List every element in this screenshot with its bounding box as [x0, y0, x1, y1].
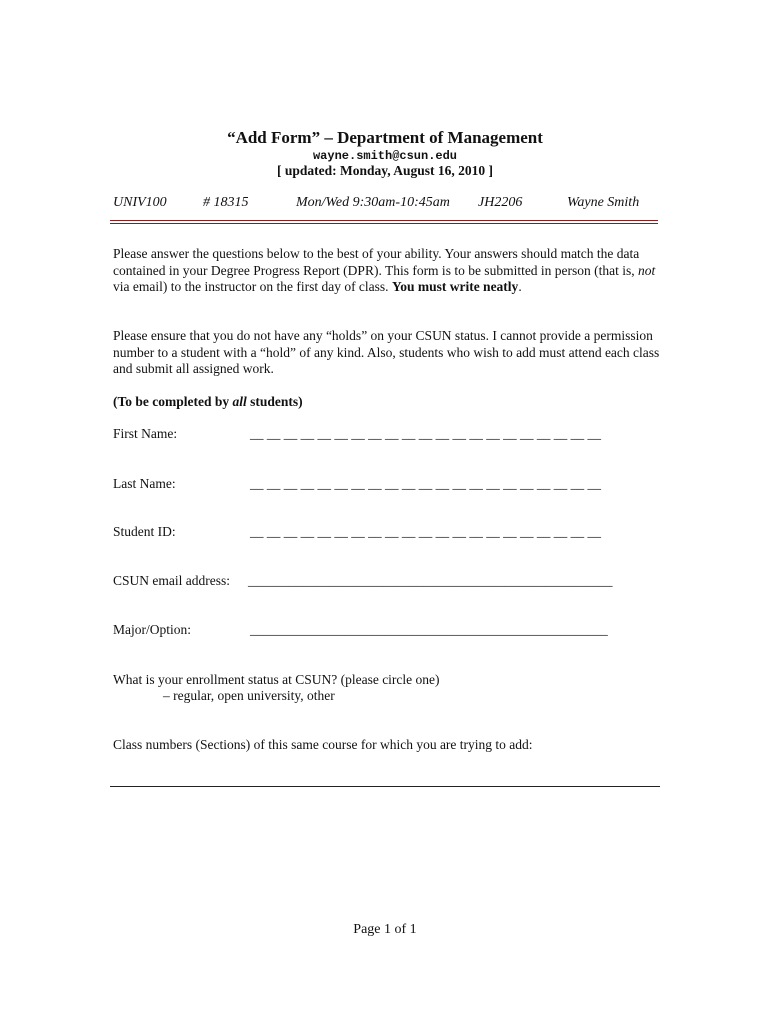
student-id-field[interactable]: __ __ __ __ __ __ __ __ __ __ __ __ __ __ __ __ __ __ __ __ __ [250, 524, 601, 539]
course-schedule: Mon/Wed 9:30am-10:45am [296, 195, 450, 210]
header-divider [110, 220, 658, 221]
intro-emphasis: not [638, 262, 656, 278]
email-label: CSUN email address: [113, 573, 230, 588]
course-number: # 18315 [203, 195, 249, 210]
intro-text-continued: via email) to the instructor on the first day of class. [113, 279, 392, 294]
sections-answer-line[interactable] [110, 786, 660, 787]
email-field[interactable]: ______________________________________________________ [248, 573, 613, 588]
intro-period: . [518, 279, 522, 294]
section-heading [113, 394, 673, 411]
sections-question: Class numbers (Sections) of this same course for which you are trying to add: [113, 737, 533, 752]
form-title: “Add Form” – Department of Management [227, 128, 543, 147]
page-number: Page 1 of 1 [353, 922, 417, 937]
section-heading-emphasis: all [232, 394, 247, 409]
last-name-label: Last Name: [113, 476, 176, 491]
last-name-field[interactable]: __ __ __ __ __ __ __ __ __ __ __ __ __ __ __ __ __ __ __ __ __ [250, 476, 601, 491]
enrollment-question: What is your enrollment status at CSUN? (please circle one) [113, 672, 440, 687]
course-room: JH2206 [478, 195, 523, 210]
intro-paragraph [113, 246, 673, 296]
student-id-label: Student ID: [113, 524, 176, 539]
holds-paragraph: Please ensure that you do not have any “holds” on your CSUN status. I cannot provide a permission number to a student with a “hold” of any kind. Also, students who wish to add must attend each class and submit all assigned work. [113, 328, 660, 376]
first-name-label: First Name: [113, 426, 178, 441]
section-heading-post: students) [246, 394, 303, 409]
course-code: UNIV100 [113, 195, 167, 210]
major-label: Major/Option: [113, 622, 191, 637]
course-instructor: Wayne Smith [567, 195, 640, 210]
enrollment-options[interactable]: – regular, open university, other [163, 688, 335, 703]
instructor-email: wayne.smith@csun.edu [312, 149, 458, 163]
header-divider-second [110, 223, 658, 224]
intro-text: Please answer the questions below to the best of your ability. Your answers should match the data contained in your Degree Progress Report (DPR). This form is to be submitted in person (that is, [113, 246, 640, 278]
major-field[interactable]: _____________________________________________________ [250, 622, 608, 637]
section-heading-pre: (To be completed by [113, 394, 233, 409]
first-name-field[interactable]: __ __ __ __ __ __ __ __ __ __ __ __ __ __ __ __ __ __ __ __ __ [250, 426, 601, 441]
intro-strong-note: You must write neatly [391, 279, 519, 294]
updated-date: [ updated: Monday, August 16, 2010 ] [276, 163, 494, 178]
